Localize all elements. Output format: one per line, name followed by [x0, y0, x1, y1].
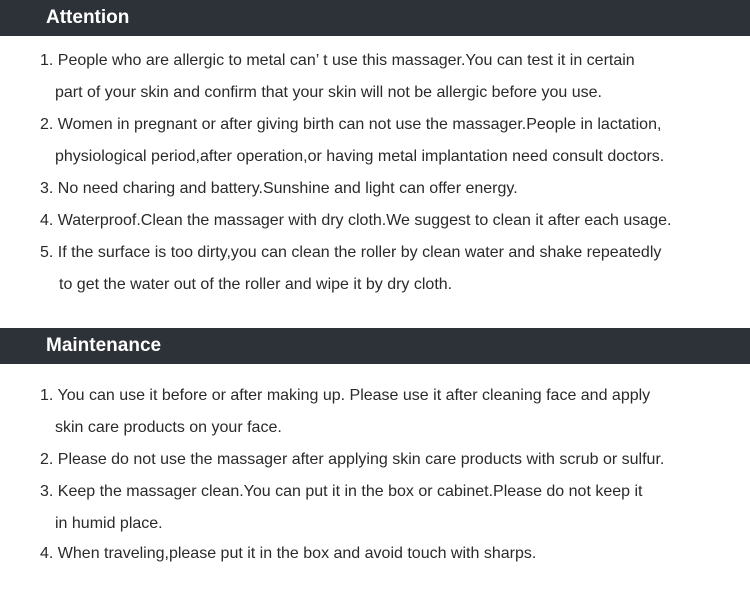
maintenance-item-1-line-1: 1. You can use it before or after making up. Please use it after cleaning face and apply — [40, 387, 651, 404]
attention-title: Attention — [46, 7, 130, 28]
attention-header — [0, 0, 750, 36]
attention-item-4-line-1: 4. Waterproof.Clean the massager with dry cloth.We suggest to clean it after each usage. — [40, 212, 672, 229]
maintenance-item-3-line-1: 3. Keep the massager clean.You can put it in the box or cabinet.Please do not keep it — [40, 483, 643, 500]
maintenance-item-3-line-2: in humid place. — [55, 515, 163, 532]
attention-item-5-line-1: 5. If the surface is too dirty,you can clean the roller by clean water and shake repeatedly — [40, 244, 662, 261]
maintenance-header — [0, 328, 750, 364]
attention-item-5-line-2: to get the water out of the roller and wipe it by dry cloth. — [59, 276, 453, 293]
attention-item-1-line-1: 1. People who are allergic to metal can’ t use this massager.You can test it in certain — [40, 52, 635, 69]
maintenance-item-4-line-1: 4. When traveling,please put it in the box and avoid touch with sharps. — [40, 545, 537, 562]
attention-item-3-line-1: 3. No need charing and battery.Sunshine and light can offer energy. — [40, 180, 518, 197]
maintenance-title: Maintenance — [46, 335, 162, 356]
maintenance-item-2-line-1: 2. Please do not use the massager after applying skin care products with scrub or sulfur. — [40, 451, 665, 468]
attention-item-1-line-2: part of your skin and confirm that your skin will not be allergic before you use. — [55, 84, 602, 101]
attention-item-2-line-2: physiological period,after operation,or having metal implantation need consult doctors. — [55, 148, 665, 165]
maintenance-item-1-line-2: skin care products on your face. — [55, 419, 282, 436]
attention-item-2-line-1: 2. Women in pregnant or after giving birth can not use the massager.People in lactation, — [40, 116, 662, 133]
